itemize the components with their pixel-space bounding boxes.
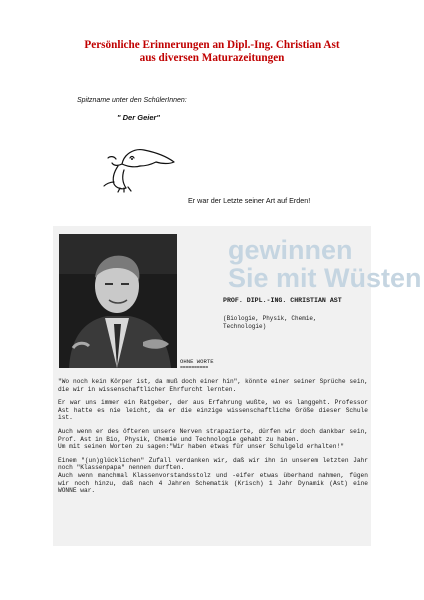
paragraph: Er war uns immer ein Ratgeber, der aus Erfahrung wußte, wo es langgeht. Professor Ast hatte es nie leicht, da er die einzige wissenschaftliche Größe dieser Schule ist.: [58, 399, 368, 422]
teacher-portrait-icon: [59, 234, 177, 368]
vulture-cartoon-icon: [100, 142, 180, 194]
teacher-name: PROF. DIPL.-ING. CHRISTIAN AST: [223, 297, 342, 304]
title-line-1: Persönliche Erinnerungen an Dipl.-Ing. Christian Ast: [84, 39, 340, 51]
photo-caption-underline: ==========: [180, 365, 209, 371]
teacher-subjects: (Biologie, Physik, Chemie, Technologie): [223, 315, 317, 330]
photo-caption: [180, 359, 214, 371]
drawing-caption: Er war der Letzte seiner Art auf Erden!: [188, 196, 311, 205]
faded-background-line-2: Sie mit Wüsten: [228, 263, 422, 293]
paragraph: Auch wenn manchmal Klassenvorstandsstolz und -eifer etwas überhand nahmen, fügen wir noch hinzu, daß nach 4 Jahren Schematik (Krisch) 1 Jahr Dynamik (Ast) eine WONNE war.: [58, 471, 368, 495]
document-title: [20, 39, 404, 65]
teacher-portrait-photo: [59, 234, 177, 368]
title-line-2: aus diversen Maturazeitungen: [139, 52, 285, 64]
tribute-text: [58, 378, 368, 501]
nickname-label: Spitzname unter den SchülerInnen:: [77, 97, 187, 104]
paragraph: Auch wenn er des öfteren unsere Nerven strapazierte, dürfen wir doch dankbar sein, Prof. Ast in Bio, Physik, Chemie und Technologie gehabt zu haben.: [58, 427, 368, 443]
paragraph: Um mit seinen Worten zu sagen:"Wir haben etwas für unser Schulgeld erhalten!": [58, 443, 344, 451]
photo-caption-text: OHNE WORTE: [180, 358, 214, 365]
paragraph: "Wo noch kein Körper ist, da muß doch einer hin", könnte einer seiner Sprüche sein, die wir in wissenschaftlicher Ehrfurcht lernten.: [58, 378, 368, 393]
paragraph: Einem "(un)glücklichen" Zufall verdanken wir, daß wir ihn in unserem letzten Jahr noch "Klassenpapa" nennen durften.: [58, 456, 368, 472]
faded-background-line-1: gewinnen: [228, 235, 353, 265]
newspaper-clipping: [53, 226, 422, 546]
nickname-value: " Der Geier": [117, 113, 160, 122]
